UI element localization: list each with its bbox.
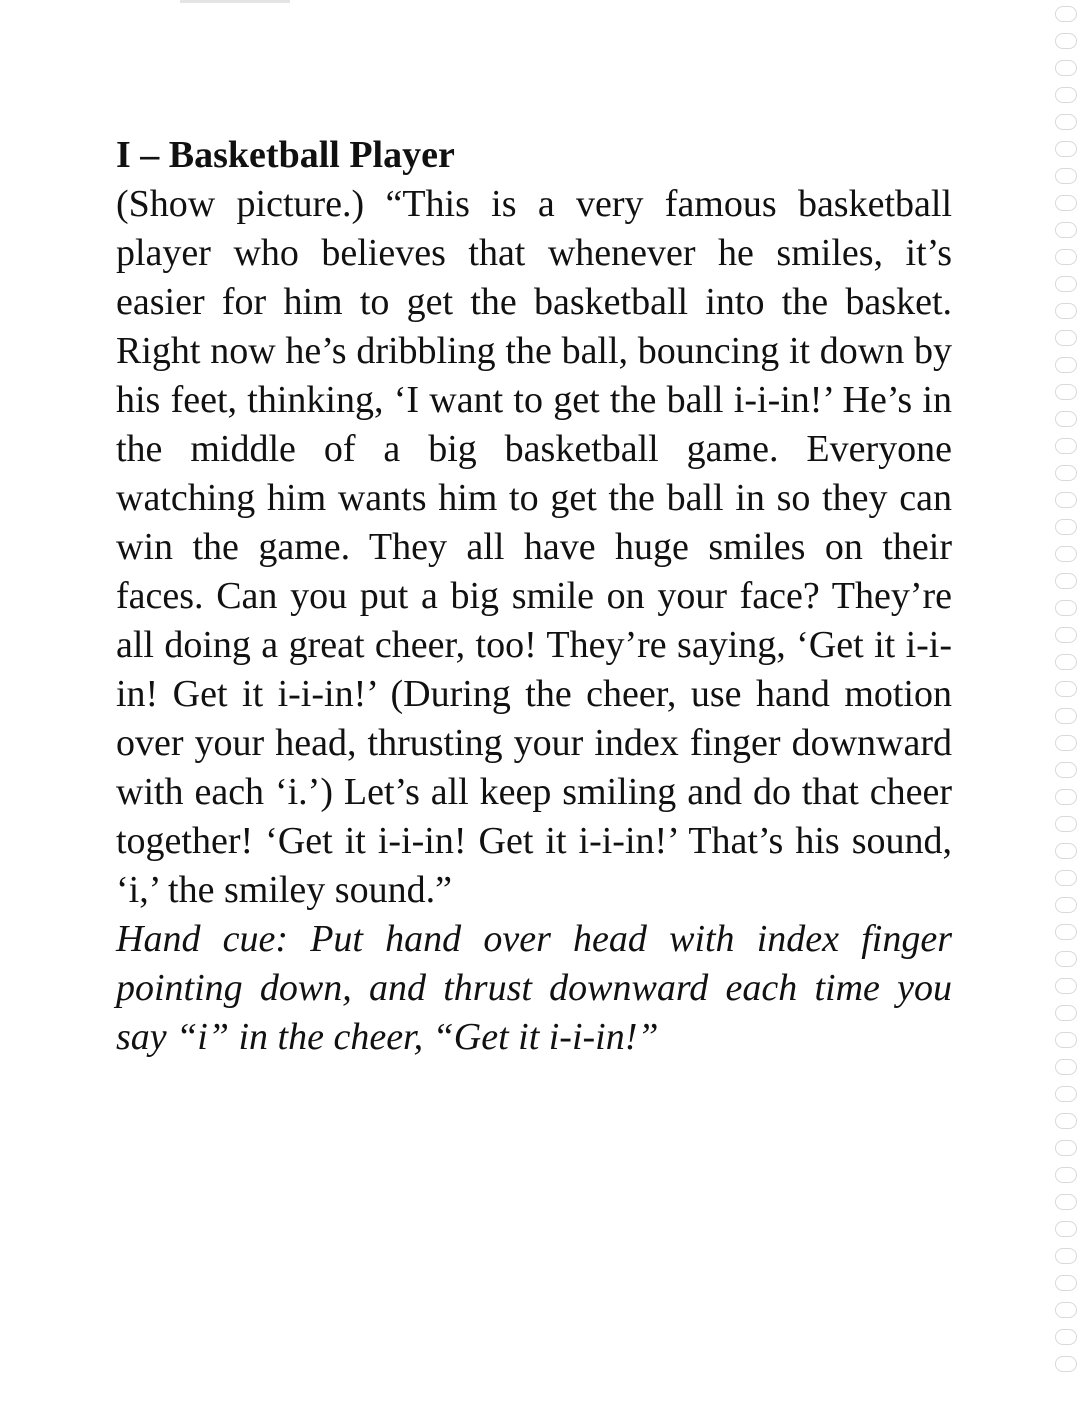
- section-heading: I – Basketball Player: [116, 134, 455, 176]
- binding-hole: [1055, 276, 1077, 292]
- binding-hole: [1055, 303, 1077, 319]
- binding-hole: [1055, 114, 1077, 130]
- binding-hole: [1055, 843, 1077, 859]
- binding-hole: [1055, 465, 1077, 481]
- binding-hole: [1055, 1221, 1077, 1237]
- binding-hole: [1055, 1113, 1077, 1129]
- binding-hole: [1055, 438, 1077, 454]
- binding-hole: [1055, 1059, 1077, 1075]
- binding-hole: [1055, 141, 1077, 157]
- spiral-binding: [1052, 6, 1080, 1406]
- binding-hole: [1055, 6, 1077, 22]
- binding-hole: [1055, 1248, 1077, 1264]
- binding-hole: [1055, 546, 1077, 562]
- binding-hole: [1055, 33, 1077, 49]
- binding-hole: [1055, 600, 1077, 616]
- binding-hole: [1055, 1140, 1077, 1156]
- binding-hole: [1055, 654, 1077, 670]
- binding-hole: [1055, 519, 1077, 535]
- binding-hole: [1055, 60, 1077, 76]
- binding-hole: [1055, 1005, 1077, 1021]
- binding-hole: [1055, 384, 1077, 400]
- binding-hole: [1055, 1329, 1077, 1345]
- lesson-section: [116, 130, 952, 1062]
- binding-hole: [1055, 1194, 1077, 1210]
- binding-hole: [1055, 708, 1077, 724]
- binding-hole: [1055, 735, 1077, 751]
- binding-hole: [1055, 1356, 1077, 1372]
- binding-hole: [1055, 951, 1077, 967]
- binding-hole: [1055, 411, 1077, 427]
- binding-hole: [1055, 222, 1077, 238]
- hand-cue-text: Hand cue: Put hand over head with index finger pointing down, and thrust downward each time you say “i” in the cheer, “Get it i-i-in!”: [116, 918, 952, 1058]
- binding-hole: [1055, 357, 1077, 373]
- binding-hole: [1055, 87, 1077, 103]
- binding-hole: [1055, 681, 1077, 697]
- binding-hole: [1055, 978, 1077, 994]
- binding-hole: [1055, 1086, 1077, 1102]
- binding-hole: [1055, 330, 1077, 346]
- binding-hole: [1055, 249, 1077, 265]
- binding-hole: [1055, 627, 1077, 643]
- binding-hole: [1055, 1032, 1077, 1048]
- binding-hole: [1055, 816, 1077, 832]
- binding-hole: [1055, 1302, 1077, 1318]
- section-body-text: (Show picture.) “This is a very famous basketball player who believes that whenever he smiles, it’s easier for him to get the basketball into the basket. Right now he’s dribbling the ball, bouncing it down by his feet, thinking, ‘I want to get the ball i-i-in!’ He’s in the middle of a big basketball game. Everyone watching him wants him to get the ball in so they can win the game. They all have huge smiles on their faces. Can you put a big smile on your face? They’re all doing a great cheer, too! They’re saying, ‘Get it i-i-in! Get it i-i-in!’ (During the cheer, use hand motion over your head, thrusting your index finger downward with each ‘i.’) Let’s all keep smiling and do that cheer together! ‘Get it i-i-in! Get it i-i-in!’ That’s his sound, ‘i,’ the smiley sound.”: [116, 183, 952, 911]
- scan-mark: [180, 0, 290, 3]
- binding-hole: [1055, 195, 1077, 211]
- binding-hole: [1055, 870, 1077, 886]
- binding-hole: [1055, 1275, 1077, 1291]
- binding-hole: [1055, 762, 1077, 778]
- binding-hole: [1055, 924, 1077, 940]
- binding-hole: [1055, 168, 1077, 184]
- binding-hole: [1055, 897, 1077, 913]
- binding-hole: [1055, 492, 1077, 508]
- binding-hole: [1055, 573, 1077, 589]
- binding-hole: [1055, 1167, 1077, 1183]
- binding-hole: [1055, 789, 1077, 805]
